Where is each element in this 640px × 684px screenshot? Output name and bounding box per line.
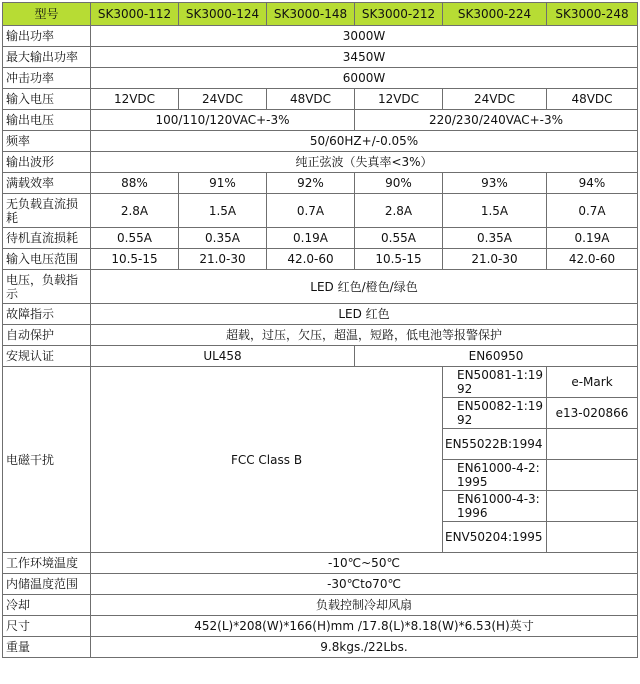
- row-label: 待机直流损耗: [3, 228, 91, 249]
- row-value: 超载，过压，欠压，超温，短路，低电池等报警保护: [91, 325, 638, 346]
- cell: 100/110/120VAC+-3%: [91, 110, 355, 131]
- spec-table: [2, 2, 638, 658]
- row-safety: [3, 346, 638, 367]
- cell: 0.55A: [355, 228, 443, 249]
- emc-standard: EN50081-1:1992: [443, 367, 547, 398]
- model-5: SK3000-224: [443, 3, 547, 26]
- row-label: 重量: [3, 637, 91, 658]
- row-value: LED 红色/橙色/绿色: [91, 270, 638, 304]
- emc-cert-label: e-Mark: [547, 367, 638, 398]
- row-value: LED 红色: [91, 304, 638, 325]
- cell: 10.5-15: [91, 249, 179, 270]
- row-fault-indicator: [3, 304, 638, 325]
- cell: 90%: [355, 173, 443, 194]
- model-6: SK3000-248: [547, 3, 638, 26]
- emc-standard: EN61000-4-2:1995: [443, 460, 547, 491]
- row-waveform: [3, 152, 638, 173]
- row-value: 3000W: [91, 26, 638, 47]
- cell: 0.19A: [267, 228, 355, 249]
- emc-standard: EN61000-4-3:1996: [443, 491, 547, 522]
- cell: 220/230/240VAC+-3%: [355, 110, 638, 131]
- cell: 0.7A: [547, 194, 638, 228]
- row-label: 输出波形: [3, 152, 91, 173]
- row-storage-temp: [3, 574, 638, 595]
- row-value: 50/60HZ+/-0.05%: [91, 131, 638, 152]
- row-emc: [3, 367, 638, 398]
- cell: 93%: [443, 173, 547, 194]
- empty-cell: [547, 522, 638, 553]
- row-value: -30℃to70℃: [91, 574, 638, 595]
- row-input-voltage: [3, 89, 638, 110]
- cell: 24VDC: [179, 89, 267, 110]
- empty-cell: [547, 491, 638, 522]
- cell: 91%: [179, 173, 267, 194]
- row-label: 工作环境温度: [3, 553, 91, 574]
- row-efficiency: [3, 173, 638, 194]
- row-operating-temp: [3, 553, 638, 574]
- cell: 48VDC: [547, 89, 638, 110]
- cell: 2.8A: [91, 194, 179, 228]
- row-label: 尺寸: [3, 616, 91, 637]
- row-value: 3450W: [91, 47, 638, 68]
- row-label: 输入电压范围: [3, 249, 91, 270]
- cell: 0.19A: [547, 228, 638, 249]
- row-max-output-power: [3, 47, 638, 68]
- cell: 42.0-60: [267, 249, 355, 270]
- row-label: 冲击功率: [3, 68, 91, 89]
- row-label: 内储温度范围: [3, 574, 91, 595]
- row-value: 452(L)*208(W)*166(H)mm /17.8(L)*8.18(W)*6.53(H)英寸: [91, 616, 638, 637]
- cell: 0.7A: [267, 194, 355, 228]
- row-value: 9.8kgs./22Lbs.: [91, 637, 638, 658]
- cell: 0.35A: [443, 228, 547, 249]
- row-standby-loss: [3, 228, 638, 249]
- cell: EN60950: [355, 346, 638, 367]
- row-label: 电压，负载指示: [3, 270, 91, 304]
- cell: 21.0-30: [443, 249, 547, 270]
- cell: 10.5-15: [355, 249, 443, 270]
- cell: 1.5A: [443, 194, 547, 228]
- row-label: 输出电压: [3, 110, 91, 131]
- row-label: 频率: [3, 131, 91, 152]
- emc-standard: EN55022B:1994: [443, 429, 547, 460]
- cell: 24VDC: [443, 89, 547, 110]
- cell: 1.5A: [179, 194, 267, 228]
- header-row: [3, 3, 638, 26]
- row-label: 故障指示: [3, 304, 91, 325]
- cell: UL458: [91, 346, 355, 367]
- cell: 0.35A: [179, 228, 267, 249]
- row-output-voltage: [3, 110, 638, 131]
- row-no-load-loss: [3, 194, 638, 228]
- row-protection: [3, 325, 638, 346]
- cell: 42.0-60: [547, 249, 638, 270]
- row-label: 输入电压: [3, 89, 91, 110]
- model-3: SK3000-148: [267, 3, 355, 26]
- emc-standard: ENV50204:1995: [443, 522, 547, 553]
- row-value: 负载控制冷却风扇: [91, 595, 638, 616]
- row-label: 满载效率: [3, 173, 91, 194]
- model-1: SK3000-112: [91, 3, 179, 26]
- emc-fcc: FCC Class B: [91, 367, 443, 553]
- row-indicator: [3, 270, 638, 304]
- cell: 0.55A: [91, 228, 179, 249]
- empty-cell: [547, 429, 638, 460]
- row-surge-power: [3, 68, 638, 89]
- row-label: 无负载直流损耗: [3, 194, 91, 228]
- row-label: 最大输出功率: [3, 47, 91, 68]
- cell: 94%: [547, 173, 638, 194]
- row-dimensions: [3, 616, 638, 637]
- row-input-range: [3, 249, 638, 270]
- cell: 48VDC: [267, 89, 355, 110]
- row-label: 自动保护: [3, 325, 91, 346]
- row-value: -10℃~50℃: [91, 553, 638, 574]
- row-label: 电磁干扰: [3, 367, 91, 553]
- row-frequency: [3, 131, 638, 152]
- row-label: 冷却: [3, 595, 91, 616]
- row-value: 纯正弦波（失真率<3%）: [91, 152, 638, 173]
- model-2: SK3000-124: [179, 3, 267, 26]
- model-4: SK3000-212: [355, 3, 443, 26]
- emc-standard: EN50082-1:1992: [443, 398, 547, 429]
- emc-cert-number: e13-020866: [547, 398, 638, 429]
- row-label: 安规认证: [3, 346, 91, 367]
- cell: 92%: [267, 173, 355, 194]
- cell: 12VDC: [355, 89, 443, 110]
- cell: 2.8A: [355, 194, 443, 228]
- row-output-power: [3, 26, 638, 47]
- row-cooling: [3, 595, 638, 616]
- header-label: 型号: [3, 3, 91, 26]
- row-weight: [3, 637, 638, 658]
- row-label: 输出功率: [3, 26, 91, 47]
- cell: 21.0-30: [179, 249, 267, 270]
- row-value: 6000W: [91, 68, 638, 89]
- cell: 88%: [91, 173, 179, 194]
- cell: 12VDC: [91, 89, 179, 110]
- empty-cell: [547, 460, 638, 491]
